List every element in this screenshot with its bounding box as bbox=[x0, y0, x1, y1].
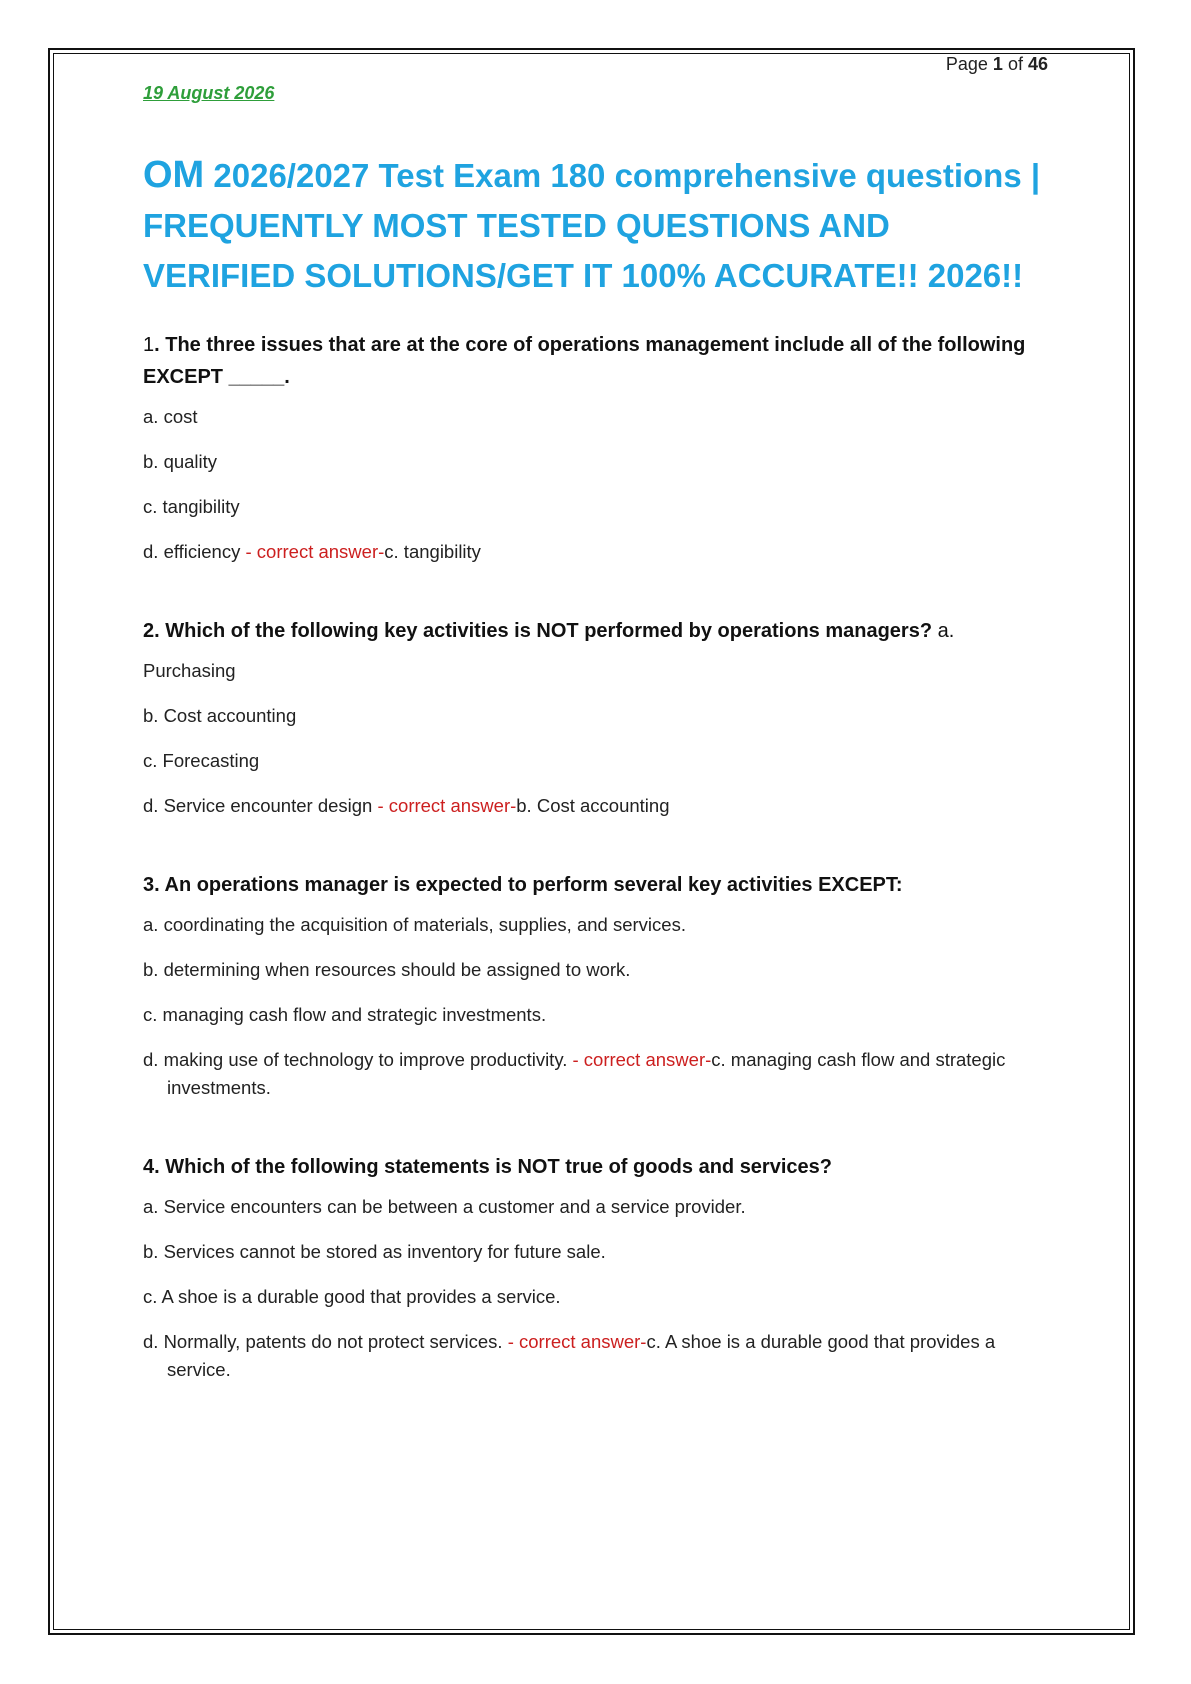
option-text: Purchasing bbox=[143, 660, 236, 681]
question-2 bbox=[143, 615, 1043, 820]
question-text bbox=[143, 329, 1043, 393]
question-number: 3. bbox=[143, 874, 160, 896]
correct-answer-label: - correct answer- bbox=[377, 795, 517, 816]
question-stem: Which of the following key activities is NOT performed by operations managers? bbox=[159, 620, 933, 642]
option-c bbox=[143, 1283, 1043, 1311]
title-lead: OM bbox=[143, 154, 205, 196]
option-c bbox=[143, 747, 1043, 775]
option-b bbox=[143, 702, 1043, 730]
option-text: d. making use of technology to improve productivity. bbox=[143, 1049, 573, 1070]
question-3 bbox=[143, 869, 1043, 1102]
option-a bbox=[143, 1193, 1043, 1221]
question-4 bbox=[143, 1151, 1043, 1384]
question-text bbox=[143, 615, 1043, 647]
page-number bbox=[946, 54, 1048, 75]
correct-answer: c. tangibility bbox=[384, 541, 481, 562]
option-text: b. Services cannot be stored as inventory for future sale. bbox=[143, 1241, 606, 1262]
option-c bbox=[143, 1001, 1043, 1029]
question-number: 1 bbox=[143, 334, 155, 356]
option-text: c. tangibility bbox=[143, 496, 240, 517]
page-label: Page bbox=[945, 54, 988, 74]
correct-answer-label: - correct answer- bbox=[245, 541, 385, 562]
title-rest: 2026/2027 Test Exam 180 comprehensive questions | FREQUENTLY MOST TESTED QUESTIONS AND VERIFIED SOLUTIONS/GET IT 100% ACCURATE!! 2026!! bbox=[143, 157, 1041, 294]
option-text: b. quality bbox=[143, 451, 218, 472]
option-b bbox=[143, 448, 1043, 476]
question-text bbox=[143, 1151, 1043, 1183]
option-c bbox=[143, 493, 1043, 521]
page-of: of bbox=[1007, 54, 1023, 74]
correct-answer: c. A shoe is a durable good that provides a service. bbox=[167, 1331, 996, 1380]
document-body bbox=[143, 150, 1043, 1433]
question-number: 2. bbox=[143, 620, 160, 642]
page-total: 46 bbox=[1027, 54, 1048, 74]
option-text: a. Service encounters can be between a customer and a service provider. bbox=[143, 1196, 746, 1217]
option-text: d. efficiency bbox=[143, 541, 246, 562]
option-d bbox=[143, 1046, 1043, 1102]
option-b bbox=[143, 1238, 1043, 1266]
option-text: c. Forecasting bbox=[143, 750, 260, 771]
page-current: 1 bbox=[992, 54, 1003, 74]
option-text: b. Cost accounting bbox=[143, 705, 297, 726]
option-text: d. Service encounter design bbox=[143, 795, 378, 816]
option-a bbox=[143, 911, 1043, 939]
question-number: 4. bbox=[143, 1156, 160, 1178]
question-text bbox=[143, 869, 1043, 901]
option-text: d. Normally, patents do not protect services. bbox=[143, 1331, 508, 1352]
question-trail: a. bbox=[932, 620, 955, 642]
option-text: b. determining when resources should be assigned to work. bbox=[143, 959, 631, 980]
option-text: a. coordinating the acquisition of materials, supplies, and services. bbox=[143, 914, 686, 935]
question-stem: An operations manager is expected to perform several key activities EXCEPT: bbox=[159, 874, 903, 896]
correct-answer: b. Cost accounting bbox=[516, 795, 670, 816]
option-d bbox=[143, 792, 1043, 820]
option-d bbox=[143, 538, 1043, 566]
option-d bbox=[143, 1328, 1043, 1384]
option-text: a. cost bbox=[143, 406, 198, 427]
option-text: c. A shoe is a durable good that provides a service. bbox=[143, 1286, 561, 1307]
document-title bbox=[143, 150, 1043, 301]
option-b bbox=[143, 956, 1043, 984]
option-a bbox=[143, 403, 1043, 431]
option-a bbox=[143, 657, 1043, 685]
question-stem: . The three issues that are at the core of operations management include all of the following EXCEPT _____. bbox=[143, 334, 1026, 388]
correct-answer-label: - correct answer- bbox=[572, 1049, 712, 1070]
document-date: 19 August 2026 bbox=[143, 83, 275, 103]
option-text: c. managing cash flow and strategic investments. bbox=[143, 1004, 547, 1025]
question-1 bbox=[143, 329, 1043, 566]
question-stem: Which of the following statements is NOT true of goods and services? bbox=[159, 1156, 832, 1178]
correct-answer-label: - correct answer- bbox=[507, 1331, 647, 1352]
correct-answer: c. managing cash flow and strategic investments. bbox=[167, 1049, 1006, 1098]
